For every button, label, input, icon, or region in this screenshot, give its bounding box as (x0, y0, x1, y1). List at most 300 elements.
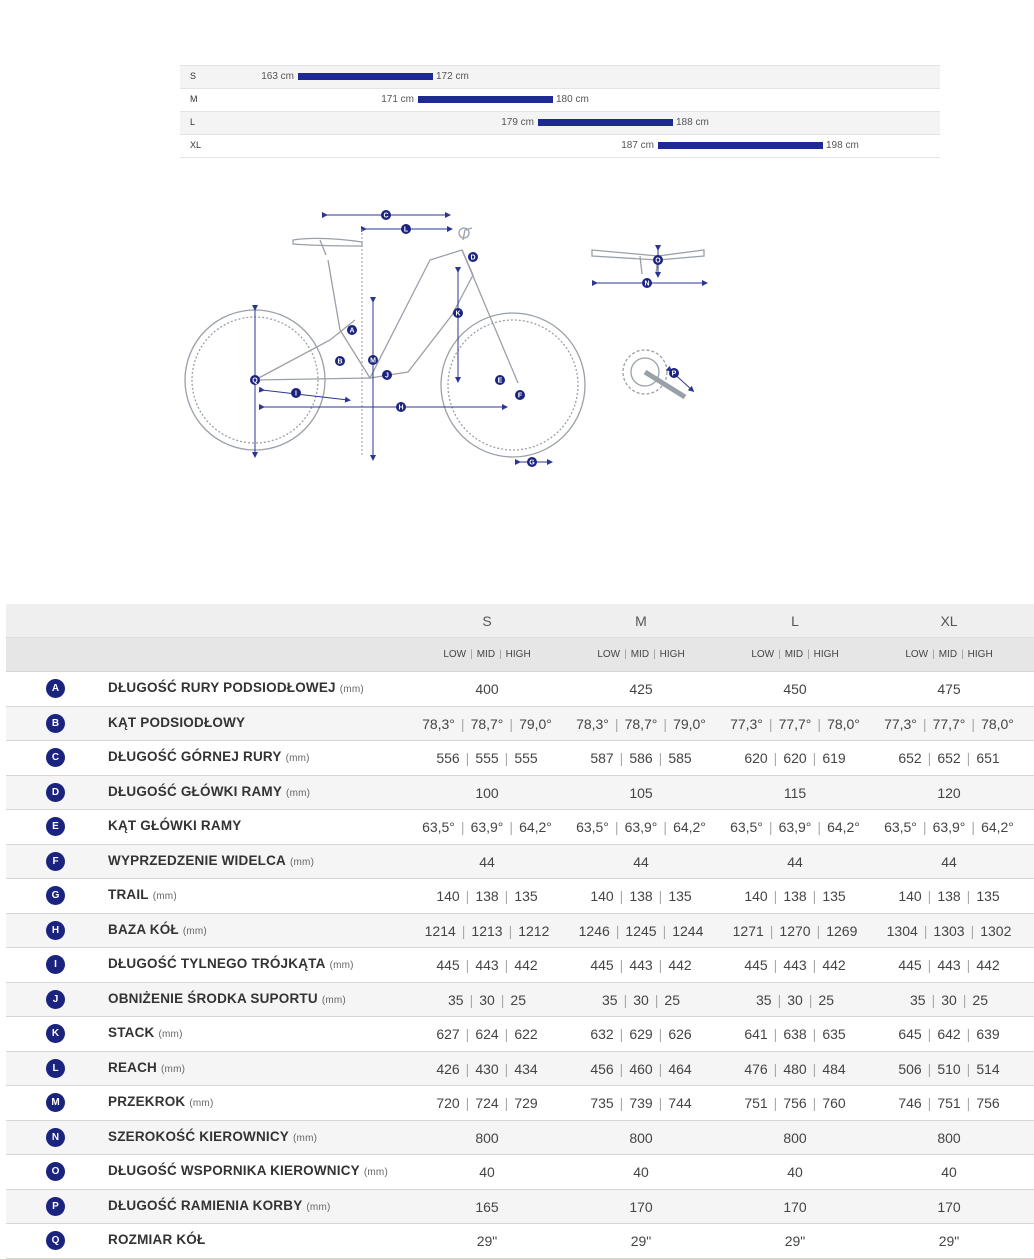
value: 79,0° (673, 715, 706, 732)
value-cell (872, 854, 1026, 870)
value: 456 (590, 1060, 614, 1077)
value-cell (872, 1130, 1026, 1146)
value: 430 (475, 1060, 499, 1077)
geometry-row (6, 741, 1034, 776)
separator: | (812, 1095, 817, 1111)
value-cell (564, 1095, 718, 1111)
size-header-l: L (791, 613, 799, 629)
separator: | (658, 1095, 663, 1111)
separator: | (653, 649, 656, 660)
value: 442 (514, 957, 538, 973)
marker-E (495, 375, 505, 385)
marker-A (347, 325, 357, 335)
value: 44 (941, 853, 957, 870)
separator: | (966, 1026, 971, 1042)
measurement-label: PRZEKROK (mm) (108, 1094, 214, 1109)
marker-L (401, 224, 411, 234)
separator: | (922, 819, 927, 835)
svg-text:C: C (383, 212, 389, 220)
letter-badge: A (46, 679, 65, 698)
position-low: LOW (443, 649, 467, 660)
value: 135 (668, 888, 692, 904)
geometry-table (6, 604, 1034, 1259)
value: 78,3° (576, 715, 609, 732)
value: 1244 (672, 922, 704, 939)
separator: | (470, 649, 473, 660)
measurement-unit: (mm) (339, 684, 364, 695)
geometry-row (6, 810, 1034, 845)
svg-text:H: H (398, 404, 404, 412)
marker-B (335, 356, 345, 366)
separator: | (619, 1095, 624, 1111)
size-range-min: 187 cm (621, 140, 654, 151)
separator: | (504, 750, 509, 766)
separator: | (504, 888, 509, 904)
separator: | (812, 1026, 817, 1042)
value: 25 (972, 991, 988, 1008)
letter-badge: D (46, 783, 65, 802)
value: 800 (629, 1129, 653, 1146)
value: 77,7° (932, 715, 966, 732)
value: 138 (475, 888, 499, 904)
value: 1245 (625, 922, 657, 939)
size-range-max: 188 cm (676, 117, 709, 128)
separator: | (966, 888, 971, 904)
value-cell (410, 1026, 564, 1042)
separator: | (971, 819, 976, 835)
value: 638 (783, 1026, 807, 1042)
size-range-row (180, 88, 940, 111)
value: 641 (744, 1026, 768, 1042)
separator: | (927, 1095, 932, 1111)
marker-I (291, 388, 301, 398)
value: 475 (937, 681, 961, 697)
separator: | (509, 819, 514, 835)
value: 629 (629, 1026, 653, 1042)
measurement-unit: (mm) (152, 891, 177, 902)
separator: | (460, 715, 465, 732)
value: 639 (976, 1026, 1000, 1042)
value-cell (564, 957, 718, 973)
measurement-unit: (mm) (321, 994, 346, 1006)
value-cell (872, 1199, 1026, 1215)
separator: | (460, 819, 465, 835)
svg-text:B: B (337, 358, 343, 366)
value-cell (564, 716, 718, 732)
value: 729 (514, 1095, 538, 1111)
value-cell (718, 1164, 872, 1180)
size-range-min: 163 cm (261, 71, 294, 82)
size-range-row (180, 65, 940, 88)
size-range-min: 171 cm (381, 94, 414, 105)
value-cell (564, 1061, 718, 1077)
geometry-row (6, 776, 1034, 811)
value-cell (564, 819, 718, 835)
svg-text:E: E (497, 377, 503, 385)
value: 1270 (779, 922, 811, 939)
measurement-unit: (mm) (285, 753, 310, 764)
separator: | (966, 1060, 971, 1077)
value: 445 (898, 957, 922, 973)
value-cell (410, 785, 564, 801)
geometry-row (6, 1190, 1034, 1225)
value-cell (872, 957, 1026, 973)
separator: | (812, 1060, 817, 1077)
separator: | (658, 750, 663, 766)
size-label: L (190, 117, 196, 127)
separator: | (966, 750, 971, 766)
value: 1304 (886, 922, 918, 939)
letter-badge: O (46, 1162, 65, 1181)
value: 63,9° (932, 819, 966, 835)
position-header (718, 649, 872, 660)
size-range-max: 198 cm (826, 140, 859, 151)
value: 619 (822, 750, 846, 766)
position-low: LOW (597, 649, 621, 660)
value: 443 (783, 957, 807, 973)
letter-badge: Q (46, 1231, 65, 1250)
value: 443 (937, 957, 961, 973)
position-header-row (6, 638, 1034, 672)
value: 138 (783, 888, 807, 904)
measurement-label: ROZMIAR KÓŁ (108, 1232, 206, 1247)
measurement-label: OBNIŻENIE ŚRODKA SUPORTU (mm) (108, 990, 346, 1006)
value: 426 (436, 1060, 460, 1077)
saddle (293, 238, 362, 246)
value: 450 (783, 681, 807, 697)
value: 624 (475, 1026, 499, 1042)
separator: | (623, 991, 628, 1008)
svg-text:P: P (671, 370, 677, 378)
value-cell (718, 716, 872, 732)
value: 620 (783, 750, 807, 766)
value: 442 (822, 957, 846, 973)
value-cell (718, 1026, 872, 1042)
position-header (410, 649, 564, 660)
value: 1302 (980, 922, 1012, 939)
value: 138 (937, 888, 961, 904)
position-high: HIGH (659, 649, 685, 660)
value: 1246 (578, 922, 610, 939)
value: 476 (744, 1060, 768, 1077)
value: 645 (898, 1026, 922, 1042)
letter-badge: B (46, 714, 65, 733)
measurement-unit: (mm) (329, 960, 354, 971)
value: 1303 (933, 922, 965, 939)
value: 622 (514, 1026, 538, 1042)
separator: | (465, 957, 470, 973)
separator: | (615, 922, 620, 939)
value: 63,5° (576, 819, 609, 835)
value: 40 (941, 1164, 957, 1180)
value: 63,9° (470, 819, 504, 835)
value-cell (872, 1164, 1026, 1180)
value: 800 (783, 1129, 807, 1146)
measurement-label: STACK (mm) (108, 1025, 183, 1040)
value: 100 (475, 784, 499, 801)
letter-badge: E (46, 817, 65, 836)
measurement-label: WYPRZEDZENIE WIDELCA (mm) (108, 852, 315, 868)
separator: | (927, 750, 932, 766)
separator: | (465, 888, 470, 904)
separator: | (663, 819, 668, 835)
value-cell (410, 716, 564, 732)
value: 480 (783, 1060, 807, 1077)
value-cell (564, 854, 718, 870)
value: 25 (818, 991, 834, 1008)
value: 425 (629, 681, 653, 697)
value-cell (872, 785, 1026, 801)
marker-G (527, 457, 537, 467)
value: 40 (787, 1164, 803, 1180)
value: 78,7° (470, 715, 504, 732)
separator: | (658, 1060, 663, 1077)
separator: | (812, 957, 817, 973)
separator: | (773, 1026, 778, 1042)
value: 506 (898, 1060, 922, 1077)
value: 29" (630, 1233, 652, 1249)
value-cell (410, 750, 564, 766)
value-cell (564, 1199, 718, 1215)
geometry-row (6, 983, 1034, 1018)
value-cell (718, 750, 872, 766)
separator: | (966, 957, 971, 973)
value: 25 (664, 991, 680, 1008)
svg-text:A: A (349, 327, 355, 335)
position-high: HIGH (967, 649, 993, 660)
separator: | (773, 1095, 778, 1111)
separator: | (927, 1060, 932, 1077)
size-range-max: 172 cm (436, 71, 469, 82)
value: 140 (590, 888, 614, 904)
size-range-row (180, 111, 940, 134)
value: 445 (590, 957, 614, 973)
separator: | (504, 1095, 509, 1111)
geometry-row (6, 707, 1034, 742)
value-cell (872, 819, 1026, 835)
size-label: S (190, 71, 197, 81)
measurement-unit: (mm) (290, 856, 315, 868)
value: 35 (909, 991, 926, 1008)
measurement-unit: (mm) (293, 1132, 318, 1144)
separator: | (817, 715, 822, 732)
separator: | (500, 991, 505, 1008)
separator: | (499, 649, 502, 660)
value: 556 (436, 750, 460, 766)
value: 30 (787, 991, 803, 1008)
separator: | (962, 991, 967, 1008)
position-header (872, 649, 1026, 660)
value: 400 (475, 681, 499, 697)
separator: | (461, 922, 466, 939)
measurement-label: DŁUGOŚĆ GŁÓWKI RAMY (mm) (108, 783, 311, 799)
value: 135 (822, 888, 846, 904)
size-range-bar (538, 119, 673, 126)
value: 120 (937, 784, 961, 801)
value: 30 (479, 991, 495, 1008)
value: 63,5° (884, 819, 917, 835)
letter-badge: I (46, 955, 65, 974)
value: 44 (787, 853, 803, 870)
value-cell (410, 1164, 564, 1180)
value: 170 (783, 1198, 807, 1215)
geometry-row (6, 1086, 1034, 1121)
separator: | (773, 957, 778, 973)
marker-J (382, 370, 392, 380)
separator: | (773, 1060, 778, 1077)
position-mid: MID (476, 649, 496, 660)
size-range-max: 180 cm (556, 94, 589, 105)
value-cell (410, 681, 564, 697)
measurement-label: BAZA KÓŁ (mm) (108, 921, 207, 937)
separator: | (509, 715, 514, 732)
measurement-unit: (mm) (161, 1063, 186, 1075)
size-range-bar (298, 73, 433, 80)
svg-text:L: L (403, 226, 409, 234)
value: 800 (937, 1129, 961, 1146)
value: 555 (475, 750, 499, 766)
separator: | (619, 888, 624, 904)
front-wheel (441, 310, 585, 457)
value-cell (718, 1061, 872, 1077)
measurement-label: DŁUGOŚĆ WSPORNIKA KIEROWNICY (mm) (108, 1163, 388, 1178)
value: 460 (629, 1060, 653, 1077)
value: 78,7° (624, 715, 658, 732)
separator: | (971, 715, 976, 732)
position-mid: MID (938, 649, 958, 660)
svg-text:Q: Q (252, 377, 258, 385)
value: 64,2° (673, 819, 706, 835)
letter-badge: H (46, 921, 65, 940)
position-mid: MID (630, 649, 650, 660)
separator: | (966, 1095, 971, 1111)
value-cell (872, 1026, 1026, 1042)
size-label: XL (190, 140, 202, 150)
value: 135 (976, 888, 1000, 904)
separator: | (961, 649, 964, 660)
value-cell (410, 923, 564, 939)
value: 78,0° (981, 715, 1014, 732)
separator: | (927, 888, 932, 904)
value: 434 (514, 1060, 538, 1077)
separator: | (773, 750, 778, 766)
bike-geometry-diagram (180, 200, 720, 480)
separator: | (773, 888, 778, 904)
value-cell (564, 681, 718, 697)
value: 442 (668, 957, 692, 973)
value: 170 (629, 1198, 653, 1215)
size-range-bar (658, 142, 823, 149)
value-cell (718, 888, 872, 904)
separator: | (469, 991, 474, 1008)
size-header-s: S (482, 613, 492, 629)
separator: | (624, 649, 627, 660)
size-label: M (190, 94, 198, 104)
value: 746 (898, 1095, 922, 1111)
measurement-unit: (mm) (286, 787, 311, 799)
geometry-row (6, 914, 1034, 949)
value-cell (410, 957, 564, 973)
value: 63,9° (778, 819, 812, 835)
measurement-unit: (mm) (158, 1029, 183, 1040)
geometry-row (6, 1155, 1034, 1190)
separator: | (654, 991, 659, 1008)
letter-badge: C (46, 748, 65, 767)
value: 78,0° (827, 715, 860, 732)
position-mid: MID (784, 649, 804, 660)
geometry-row (6, 1224, 1034, 1259)
value: 115 (783, 784, 807, 801)
value-cell (564, 785, 718, 801)
separator: | (662, 922, 667, 939)
position-high: HIGH (505, 649, 531, 660)
separator: | (619, 957, 624, 973)
svg-text:M: M (370, 357, 376, 365)
value: 445 (436, 957, 460, 973)
marker-D (468, 252, 478, 262)
separator: | (619, 1060, 624, 1077)
letter-badge: J (46, 990, 65, 1009)
svg-text:D: D (470, 254, 476, 262)
value: 63,5° (422, 819, 455, 835)
value: 739 (629, 1095, 653, 1111)
marker-P (669, 368, 679, 378)
separator: | (614, 715, 619, 732)
size-range-bar (418, 96, 553, 103)
svg-text:O: O (655, 257, 661, 265)
position-low: LOW (751, 649, 775, 660)
letter-badge: M (46, 1093, 65, 1112)
value: 170 (937, 1198, 961, 1215)
value: 443 (629, 957, 653, 973)
separator: | (768, 715, 773, 732)
separator: | (658, 888, 663, 904)
value: 735 (590, 1095, 614, 1111)
value: 77,3° (884, 715, 917, 732)
value-cell (872, 992, 1026, 1008)
value: 627 (436, 1026, 460, 1042)
value: 30 (941, 991, 957, 1008)
value-cell (872, 923, 1026, 939)
value: 510 (937, 1060, 961, 1077)
marker-N (642, 278, 652, 288)
letter-badge: F (46, 852, 65, 871)
value: 744 (668, 1095, 692, 1111)
value: 40 (633, 1164, 649, 1180)
geometry-row (6, 948, 1034, 983)
value: 555 (514, 750, 538, 766)
value: 165 (475, 1198, 499, 1215)
value: 29" (476, 1233, 498, 1249)
value-cell (718, 992, 872, 1008)
marker-Q (250, 375, 260, 385)
value: 484 (822, 1060, 846, 1077)
measurement-label: DŁUGOŚĆ RAMIENIA KORBY (mm) (108, 1197, 331, 1213)
value: 140 (744, 888, 768, 904)
marker-K (453, 308, 463, 318)
value: 635 (822, 1026, 846, 1042)
value-cell (872, 888, 1026, 904)
value: 720 (436, 1095, 460, 1111)
marker-H (396, 402, 406, 412)
separator: | (922, 715, 927, 732)
value: 1212 (518, 922, 550, 939)
position-low: LOW (905, 649, 929, 660)
separator: | (812, 750, 817, 766)
separator: | (504, 957, 509, 973)
value-cell (410, 819, 564, 835)
value: 64,2° (519, 819, 552, 835)
